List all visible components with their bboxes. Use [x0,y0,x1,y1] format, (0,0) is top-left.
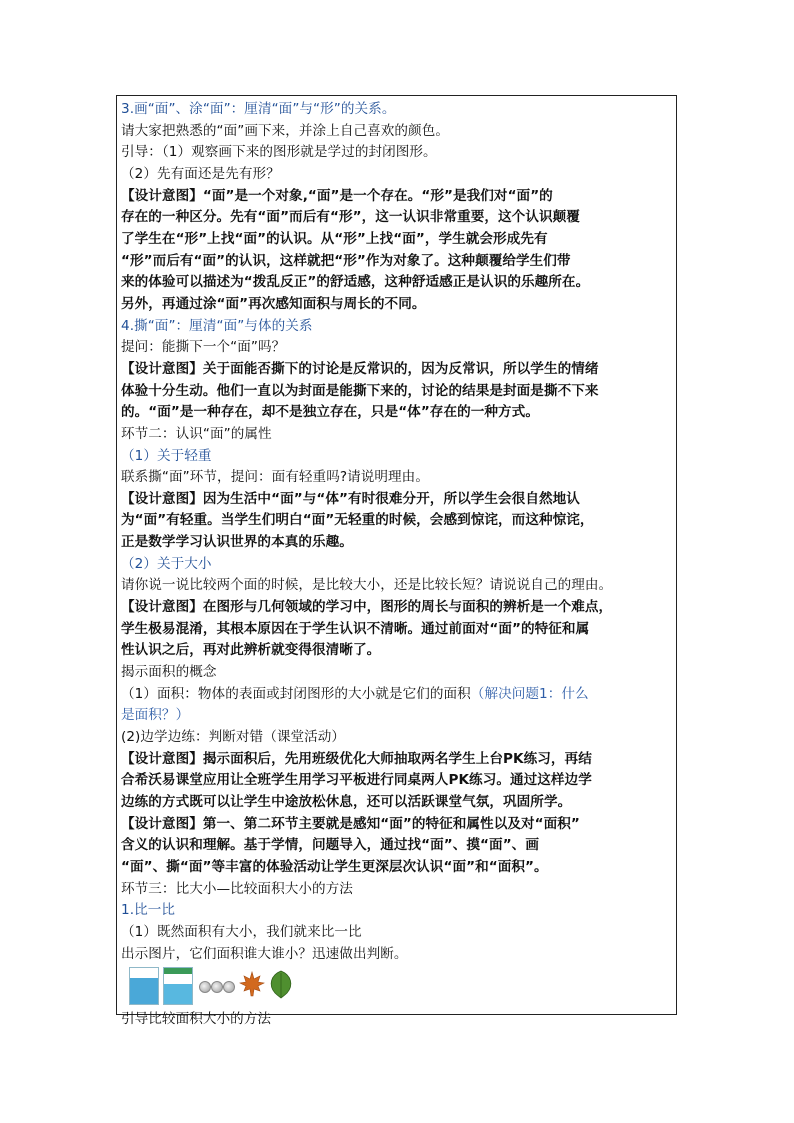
line-text: 环节三：比大小—比较面积大小的方法 [121,880,353,897]
line-text: 出示图片，它们面积谁大谁小？迅速做出判断。 [121,945,408,962]
text-line [121,381,676,403]
text-line [121,879,676,901]
line-text: 体验十分生动。他们一直以为封面是能撕下来的，讨论的结果是封面是撕不下来 [121,382,599,399]
text-line [121,922,676,944]
text-line [121,424,676,446]
text-line [121,835,676,857]
maple-leaf-image [239,971,265,997]
line-text: 来的体验可以描述为“拨乱反正”的舒适感，这种舒适感正是认识的乐趣所在。 [121,274,590,291]
line-text: 【设计意图】“面”是一个对象,“面”是一个存在。“形”是我们对“面”的 [121,187,553,204]
final-line: 引导比较面积大小的方法 [121,1011,272,1028]
text-line [121,142,676,164]
text-line [121,814,676,836]
line-text: 【设计意图】关于面能否撕下的讨论是反常识的，因为反常识，所以学生的情绪 [121,360,599,377]
text-line [121,900,676,922]
line-text: 请大家把熟悉的“面”画下来，并涂上自己喜欢的颜色。 [121,122,449,139]
line-text: 提问：能撕下一个“面”吗？ [121,339,286,356]
text-line [121,402,676,424]
line-text: （2）关于大小 [121,555,212,572]
line-text: 联系撕“面”环节，提问：面有轻重吗?请说明理由。 [121,469,429,486]
line-text: 【设计意图】第一、第二环节主要就是感知“面”的特征和属性以及对“面积” [121,815,580,832]
line-text: 另外，再通过涂“面”再次感知面积与周长的不同。 [121,295,426,312]
text-line [121,316,676,338]
text-line [121,619,676,641]
text-line [121,532,676,554]
text-line [121,164,676,186]
coin-image [223,981,235,993]
text-line [121,662,676,684]
math-book-image [129,967,159,1005]
line-text: 【设计意图】揭示面积后，先用班级优化大师抽取两名学生上台PK练习，再结 [121,750,592,767]
line-tail-text: （解决问题1：什么 [470,685,589,702]
table-cell [116,95,677,1028]
line-text: 【设计意图】因为生活中“面”与“体”有时很难分开，所以学生会很自然地认 [121,490,580,507]
text-line [121,489,676,511]
text-body [121,99,676,1031]
text-line [121,727,676,749]
line-text: 3.画“面”、涂“面”：厘清“面”与“形”的关系。 [121,101,396,117]
text-line [121,99,676,121]
line-text: 含义的认识和理解。基于学情，问题导入，通过找“面”、摸“面”、画 [121,837,539,854]
text-line [121,294,676,316]
line-text: (2)边学边练：判断对错（课堂活动） [121,729,346,746]
text-line [121,792,676,814]
line-text: 边练的方式既可以让学生中途放松休息，还可以活跃课堂气氛，巩固所学。 [121,794,572,810]
text-line [121,857,676,879]
line-text: 4.撕“面”：厘清“面”与体的关系 [121,317,313,334]
green-leaf-image [267,969,295,999]
line-text: 【设计意图】在图形与几何领域的学习中，图形的周长与面积的辨析是一个难点， [121,599,613,616]
line-text: （1）面积：物体的表面或封闭图形的大小就是它们的面积 [121,685,471,702]
line-text: 是面积？） [121,707,190,724]
chinese-book-image [163,967,193,1005]
text-line [121,229,676,251]
line-text: 为“面”有轻重。当学生们明白“面”无轻重的时候，会感到惊诧，而这种惊诧， [121,512,594,529]
text-line [121,749,676,771]
text-line [121,337,676,359]
comparison-images [121,965,676,1009]
line-text: 了学生在“形”上找“面”的认识。从“形”上找“面”，学生就会形成先有 [121,230,548,247]
text-line [121,640,676,662]
text-line [121,510,676,532]
text-line [121,597,676,619]
text-line [121,684,676,706]
text-line [121,446,676,468]
line-text: 学生极易混淆，其根本原因在于学生认识不清晰。通过前面对“面”的特征和属 [121,620,590,637]
coin-image [199,981,211,993]
text-line [121,467,676,489]
text-line [121,359,676,381]
coin-image [211,981,223,993]
line-text: 引导：（1）观察画下来的图形就是学过的封闭图形。 [121,144,437,161]
line-text: （2）先有面还是先有形？ [121,165,280,182]
line-text: 性认识之后，再对此辨析就变得很清晰了。 [121,642,381,659]
line-text: “面”、撕“面”等丰富的体验活动让学生更深层次认识“面”和“面积”。 [121,858,548,875]
text-line [121,251,676,273]
line-text: 环节二：认识“面”的属性 [121,425,272,442]
line-text: （1）关于轻重 [121,447,212,464]
line-text: 的。“面”是一种存在，却不是独立存在，只是“体”存在的一种方式。 [121,404,539,421]
line-text: 揭示面积的概念 [121,664,217,681]
text-line [121,207,676,229]
line-text: 1.比一比 [121,902,176,919]
text-line [121,186,676,208]
text-line [121,770,676,792]
line-text: 合希沃易课堂应用让全班学生用学习平板进行同桌两人PK练习。通过这样边学 [121,772,592,789]
line-text: 请你说一说比较两个面的时候，是比较大小，还是比较长短？请说说自己的理由。 [121,577,613,594]
line-text: （1）既然面积有大小，我们就来比一比 [121,923,362,940]
line-text: 正是数学学习认识世界的本真的乐趣。 [121,534,353,551]
text-line [121,575,676,597]
line-text: “形”而后有“面”的认识，这样就把“形”作为对象了。这种颠覆给学生们带 [121,252,571,269]
text-line [121,554,676,576]
text-line [121,705,676,727]
line-text: 存在的一种区分。先有“面”而后有“形”，这一认识非常重要，这个认识颠覆 [121,209,580,226]
text-line [121,272,676,294]
text-line [121,121,676,143]
text-line [121,944,676,966]
